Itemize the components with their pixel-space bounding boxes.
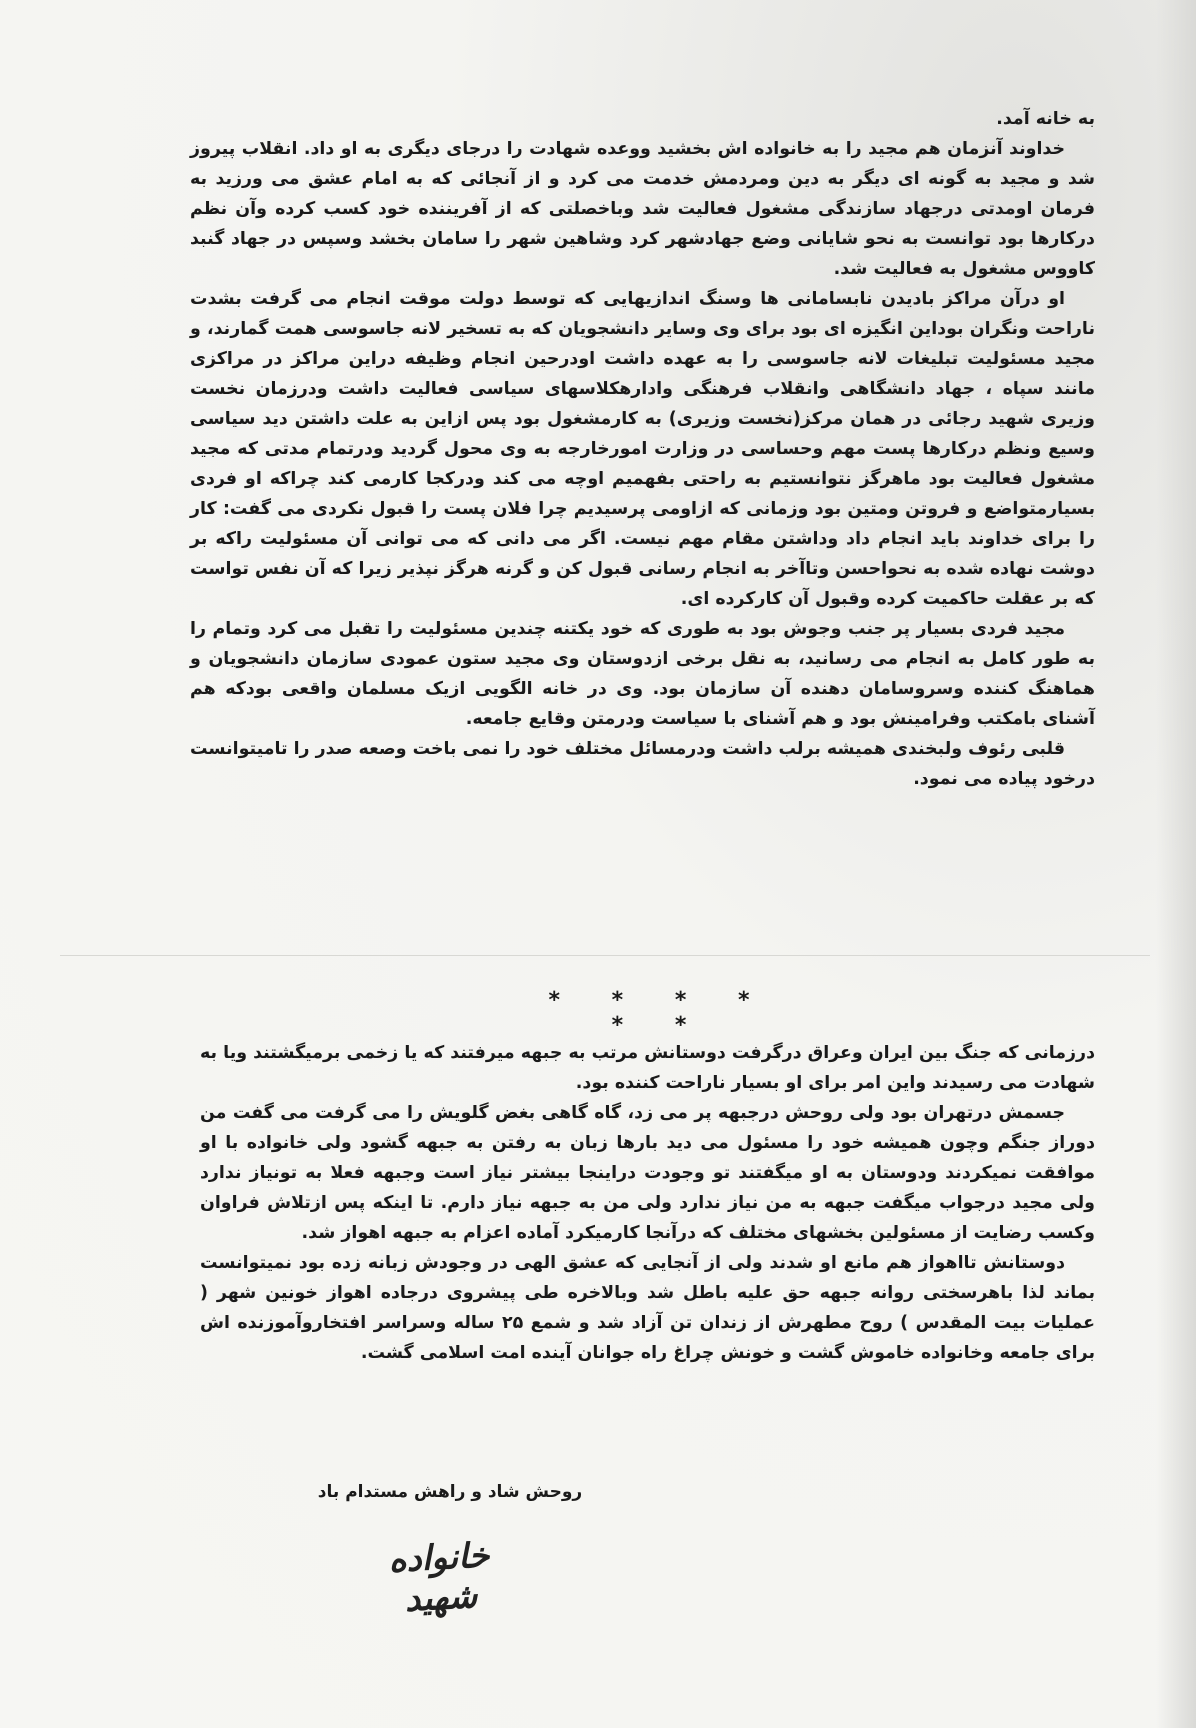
- paragraph: قلبی رئوف ولبخندی همیشه برلب داشت ودرمسائل مختلف خود را نمی باخت وصعه صدر را تامیتوانست درخود پیاده می نمود.: [190, 739, 1095, 789]
- closing-line: روحش شاد و راهش مستدام باد: [317, 1482, 583, 1502]
- letter-section-1: [190, 104, 1095, 794]
- paragraph: درزمانی که جنگ بین ایران وعراق درگرفت دوستانش مرتب به جبهه میرفتند که یا زخمی برمیگشتند ویا به شهادت می رسیدند واین امر برای او بسیار ناراحت کننده بود.: [200, 1043, 1095, 1093]
- fold-line: [60, 955, 1150, 956]
- paragraph: او درآن مراکز بادیدن نابسامانی ها وسنگ اندازیهایی که توسط دولت موقت انجام می گرفت بشدت ناراحت ونگران بوداین انگیزه ای بود برای وی وسایر دانشجویان که به تسخیر لانه جاسوسی همت گمارند، و مجید مسئولیت تبلیغات لانه جاسوسی را به عهده داشت اودرحین انجام وظیفه دراین مراکز در مراکزی مانند سپاه ، جهاد دانشگاهی وانقلاب فرهنگی وادارهکلاسهای سیاسی فعالیت داشت ودرزمان نخست وزیری شهید رجائی در همان مرکز(نخست وزیری) به کارمشغول بود پس ازاین به علت داشتن دید سیاسی وسیع ونظم درکارها پست مهم وحساسی در وزارت امورخارجه به وی محول گردید ودرتمام مدتی که مجید مشغول فعالیت بود ماهرگز نتوانستیم به راحتی بفهمیم اوچه می کند ودرکجا کارمی کند چراکه او فردی بسیارمتواضع و فروتن ومتین بود وزمانی که ازاومی پرسیدیم چرا فلان پست را قبول نکردی می گفت: کار را برای خداوند باید انجام داد وداشتن مقام مهم نیست. اگر می دانی که می توانی آن مسئولیت راکه بر دوشت نهاده شده به نحواحسن وتاآخر به انجام رسانی قبول کن و گرنه هرگز نپذیر زیرا که آن نفس تواست که بر عقلت حاکمیت کرده وقبول آن کارکرده ای.: [190, 289, 1095, 609]
- section-separator: * * * * * *: [548, 988, 772, 1038]
- paragraph: به خانه آمد.: [996, 109, 1095, 129]
- signature: خانواده شهید: [387, 1535, 491, 1620]
- paragraph: جسمش درتهران بود ولی روحش درجبهه پر می زد، گاه گاهی بغض گلویش را می گرفت می گفت من دوراز جنگم وچون همیشه خود را مسئول می دید بارها زبان به رفتن به جبهه گشود ولی خانواده با او موافقت نمیکردند ودوستان به او میگفتند تو وجودت دراینجا بیشتر نیاز است وجبهه فعلا به تونیاز ندارد ولی مجید درجواب میگفت جبهه به من نیاز ندارد ولی من به جبهه نیاز دارم. تا اینکه پس ازتلاش فراوان وکسب رضایت از مسئولین بخشهای مختلف که درآنجا کارمیکرد آماده اعزام به جبهه اهواز شد.: [200, 1103, 1095, 1243]
- letter-section-2: [200, 1038, 1095, 1368]
- page-edge-shadow: [1156, 0, 1196, 1728]
- paragraph: دوستانش تااهواز هم مانع او شدند ولی از آنجایی که عشق الهی در وجودش زبانه زده بود نمیتوانست بماند لذا باهرسختی روانه جبهه حق علیه باطل شد وبالاخره طی پیشروی درجاده اهواز خونین شهر ( عملیات بیت المقدس ) روح مطهرش از زندان تن آزاد شد و شمع ۲۵ ساله وسراسر افتخاروآموزنده اش برای جامعه وخانواده خاموش گشت و خونش چراغ راه جوانان آینده امت اسلامی گشت.: [200, 1253, 1095, 1363]
- paragraph: خداوند آنزمان هم مجید را به خانواده اش بخشید ووعده شهادت را درجای دیگری به او داد. انقلاب پیروز شد و مجید به گونه ای دیگر به دین ومردمش خدمت می کرد و از آنجائی که به امام عشق می ورزید به فرمان اومدتی درجهاد سازندگی مشغول فعالیت شد وباخصلتی که از آفریننده خود کسب کرده وآن نظم درکارها بود توانست به نحو شایانی وضع جهادشهر کرد وشاهین شهر را سامان بخشد وسپس در جهاد گنبد کاووس مشغول به فعالیت شد.: [190, 139, 1095, 279]
- paragraph: مجید فردی بسیار پر جنب وجوش بود به طوری که خود یکتنه چندین مسئولیت را تقبل می کرد وتمام را به طور کامل به انجام می رسانید، به نقل برخی ازدوستان وی مجید ستون عمودی سازمان دانشجویان و هماهنگ کننده وسروسامان دهنده آن سازمان بود. وی در خانه الگویی ازیک مسلمان واقعی بودکه هم آشنای بامکتب وفرامینش بود و هم آشنای با سیاست ودرمتن وقایع جامعه.: [190, 619, 1095, 729]
